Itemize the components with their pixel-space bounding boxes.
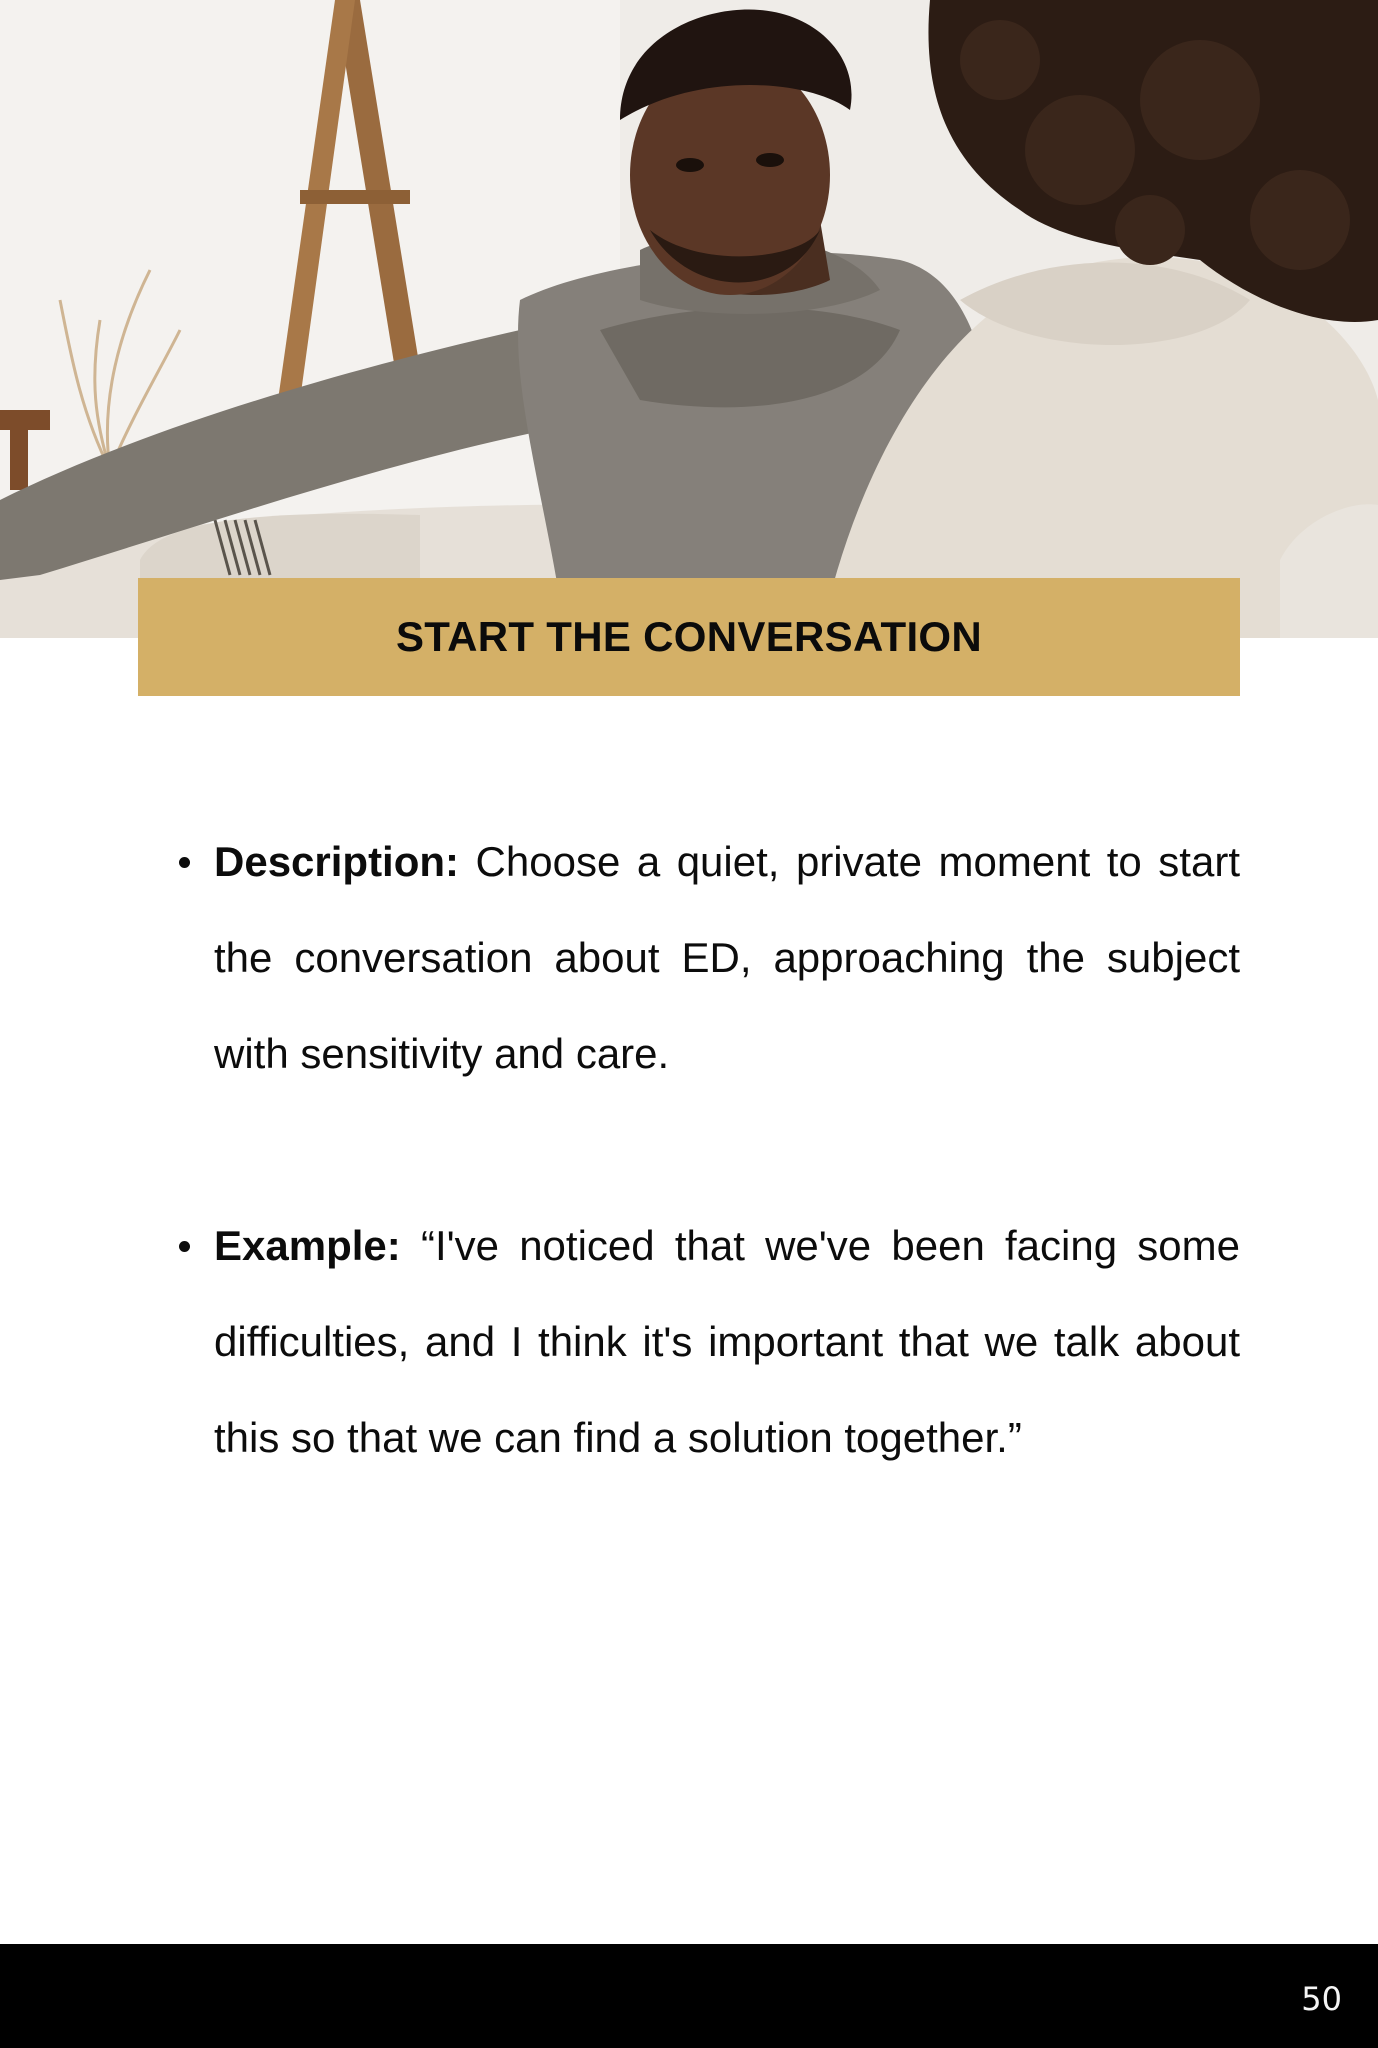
bullet-icon: [179, 857, 190, 868]
page-number: 50: [1301, 1980, 1342, 2018]
bullet-icon: [179, 1241, 190, 1252]
item-text: “I've noticed that we've been facing some difficulties, and I think it's important that we talk about this so that we can find a solution together.”: [214, 1222, 1240, 1461]
couple-on-sofa-illustration: [0, 0, 1378, 638]
item-label: Example:: [214, 1222, 401, 1269]
item-label: Description:: [214, 838, 460, 885]
list-item-description: [176, 814, 1240, 1102]
header-photo: [0, 0, 1378, 638]
content-list: [176, 814, 1240, 1486]
page-title: START THE CONVERSATION: [395, 613, 983, 660]
item-text: Choose a quiet, private moment to start the conversation about ED, approaching the subject with sensitivity and care.: [214, 838, 1240, 1077]
list-item-example: [176, 1198, 1240, 1486]
page-footer: [0, 1944, 1378, 2048]
title-banner: [138, 578, 1240, 696]
